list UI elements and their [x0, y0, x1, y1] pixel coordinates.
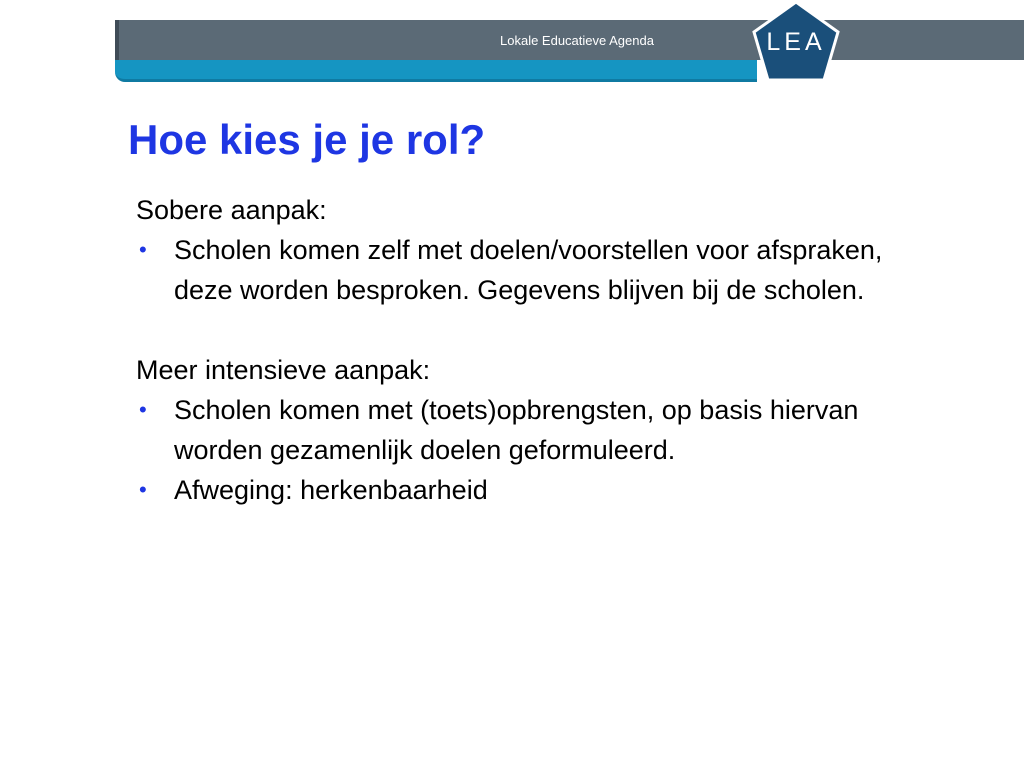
list-item: [136, 390, 926, 470]
banner-edge: [115, 20, 119, 60]
logo-text: LEA: [766, 28, 826, 56]
section-heading-sober: Sobere aanpak:: [136, 195, 327, 225]
lea-logo: [750, 0, 842, 84]
bullet-text: Scholen komen zelf met doelen/voorstellen voor afspraken, deze worden besproken. Gegevens blijven bij de scholen.: [174, 235, 883, 305]
slide-title: Hoe kies je je rol?: [128, 116, 486, 163]
bullet-marker: •: [139, 397, 147, 422]
bullet-text: Afweging: herkenbaarheid: [174, 475, 488, 505]
banner-title: Lokale Educatieve Agenda: [500, 33, 654, 48]
bullet-text: Scholen komen met (toets)opbrengsten, op basis hiervan worden gezamenlijk doelen geformuleerd.: [174, 395, 859, 465]
bullet-marker: •: [139, 477, 147, 502]
bullet-list-sober: [136, 230, 926, 310]
list-item: [136, 470, 926, 510]
list-item: [136, 230, 926, 310]
bullet-list-intensive: [136, 390, 926, 510]
section-heading-intensive: Meer intensieve aanpak:: [136, 355, 431, 385]
banner-teal-bar: [115, 60, 757, 82]
bullet-marker: •: [139, 237, 147, 262]
header-banner: [115, 20, 1024, 82]
slide-content: [136, 190, 926, 510]
